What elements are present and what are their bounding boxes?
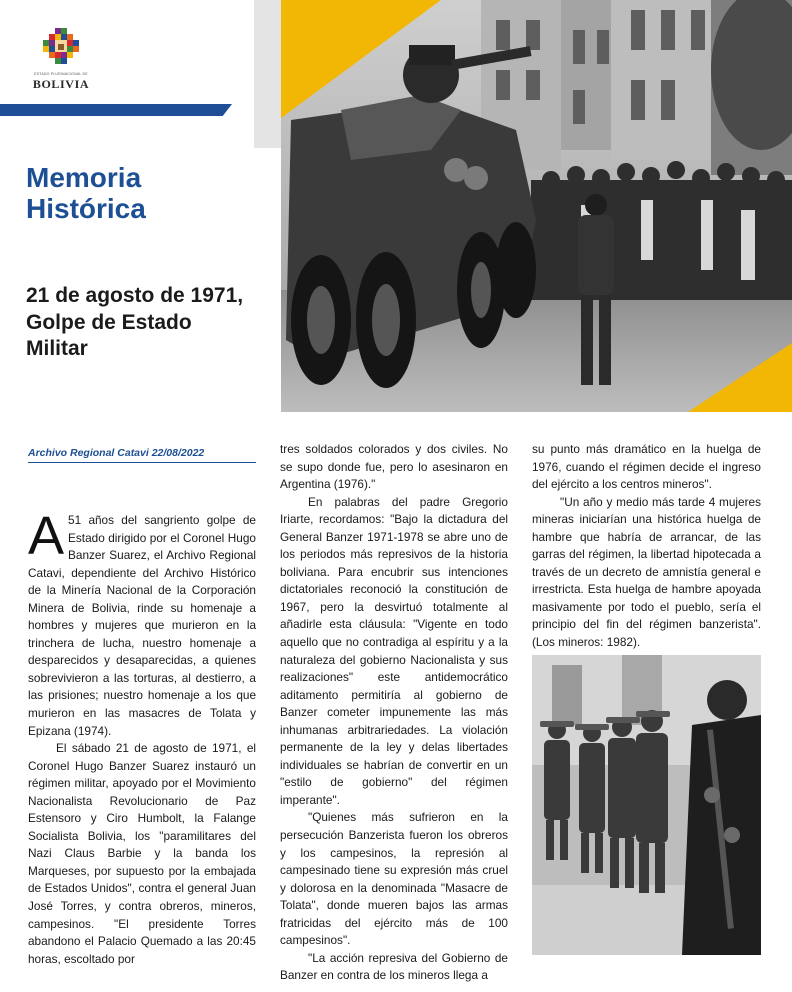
article-paragraph: tres soldados colorados y dos civiles. No se supo donde fue, pero lo asesinaron en Argentina (1976)." (280, 442, 508, 492)
article-source: Archivo Regional Catavi 22/08/2022 (28, 447, 205, 459)
source-divider (28, 462, 256, 463)
article-paragraph (28, 506, 256, 740)
drop-cap: A (28, 506, 65, 566)
bolivia-emblem-icon (40, 28, 82, 70)
title-line: Histórica (26, 193, 146, 224)
article-paragraph: "Un año y medio más tarde 4 mujeres mineras iniciarían una histórica huelga de hambre que habría de arrancar, de las garras del régimen, la libertad hipotecada a través de un decreto de amnistía general e irrestricta. Esta huelga de hambre apoyada masivamente por todo el pueblo, sería el principio del fin del régimen banzerista". (Los mineros: 1982). (532, 494, 761, 650)
article-column-3 (532, 441, 761, 652)
subtitle-line: Golpe de Estado (26, 310, 192, 334)
article-paragraph: su punto más dramático en la huelga de 1976, cuando el régimen decide el ingreso del ejército a los centros mineros". (532, 442, 761, 492)
header-blue-bar (0, 104, 232, 116)
article-column-2 (280, 441, 508, 985)
article-paragraph: El sábado 21 de agosto de 1971, el Coronel Hugo Banzer Suarez instauró un régimen militar, apoyado por el Movimiento Nacionalista Revolucionario de Paz Estensoro y Ciro Humbolt, la Falange Socialista Bolivia, los "paramilitares del Nazi Claus Barbie y la banda los Marqueses, por supuesto por la embajada de Estados Unidos", contra el general Juan José Torres, y contra obreros, mineros, campesinos. "El presidente Torres abandono el Palacio Quemado a las 20:45 horas, escoltado por (28, 741, 256, 966)
bolivia-logo (30, 28, 92, 92)
page-subtitle (26, 283, 243, 363)
article-paragraph: "La acción represiva del Gobierno de Banzer en contra de los mineros llega a (280, 950, 508, 983)
title-line: Memoria (26, 162, 142, 193)
armored-vehicle-photo (281, 0, 792, 412)
logo-country-name: BOLIVIA (32, 77, 90, 91)
logo-small-text: ESTADO PLURINACIONAL DE (34, 72, 88, 76)
article-paragraph: "Quienes más sufrieron en la persecución Banzerista fueron los obreros y los campesinos, la represión al campesinado tiene su expresión más cruel y dolorosa en la denominada "Masacre de Tolata", donde mueren bajos las armas fratricidas del ejército más de 100 campesinos". (280, 810, 508, 948)
article-column-1 (28, 506, 256, 968)
subtitle-line: Militar (26, 337, 88, 360)
military-officers-photo (532, 655, 761, 955)
subtitle-line: 21 de agosto de 1971, (26, 284, 244, 307)
paragraph-text: 51 años del sangriento golpe de Estado dirigido por el Coronel Hugo Banzer Suarez, el Archivo Regional Catavi, dependiente del Archivo Histórico de la Minería Nacional de la Corporación Minera de Bolivia, rinde su homenaje a hombres y mujeres que murieron en la trinchera de lucha, nuestro homenaje a desparecidos y desaparecidas, a quienes sobrevivieron a las torturas, al destierro, a las prisiones; nuestro homenaje a los que murieron en las masacres de Tolata y Epizana (1974). (28, 513, 256, 738)
page-title (26, 162, 146, 224)
article-paragraph: En palabras del padre Gregorio Iriarte, recordamos: "Bajo la dictadura del General Banzer 1971-1978 se abre uno de los periodos más represivos de la historia boliviana. Para encubrir sus intenciones dictatoriales reconoció la constitución de 1967, pero la desvirtuó totalmente al añadirle esta cláusula: "Vigente en todo aquello que no contradiga al espíritu y a la naturaleza del gobierno Nacionalista y sus realizaciones" este antidemocrático aditamento permitiría al gobierno de Banzer cometer impunemente las más inhumanas arbitrariedades. La violación permanente de la ley y delas libertades individuales se habrían de convertir en un "estilo de gobierno" del régimen imperante". (280, 494, 508, 807)
